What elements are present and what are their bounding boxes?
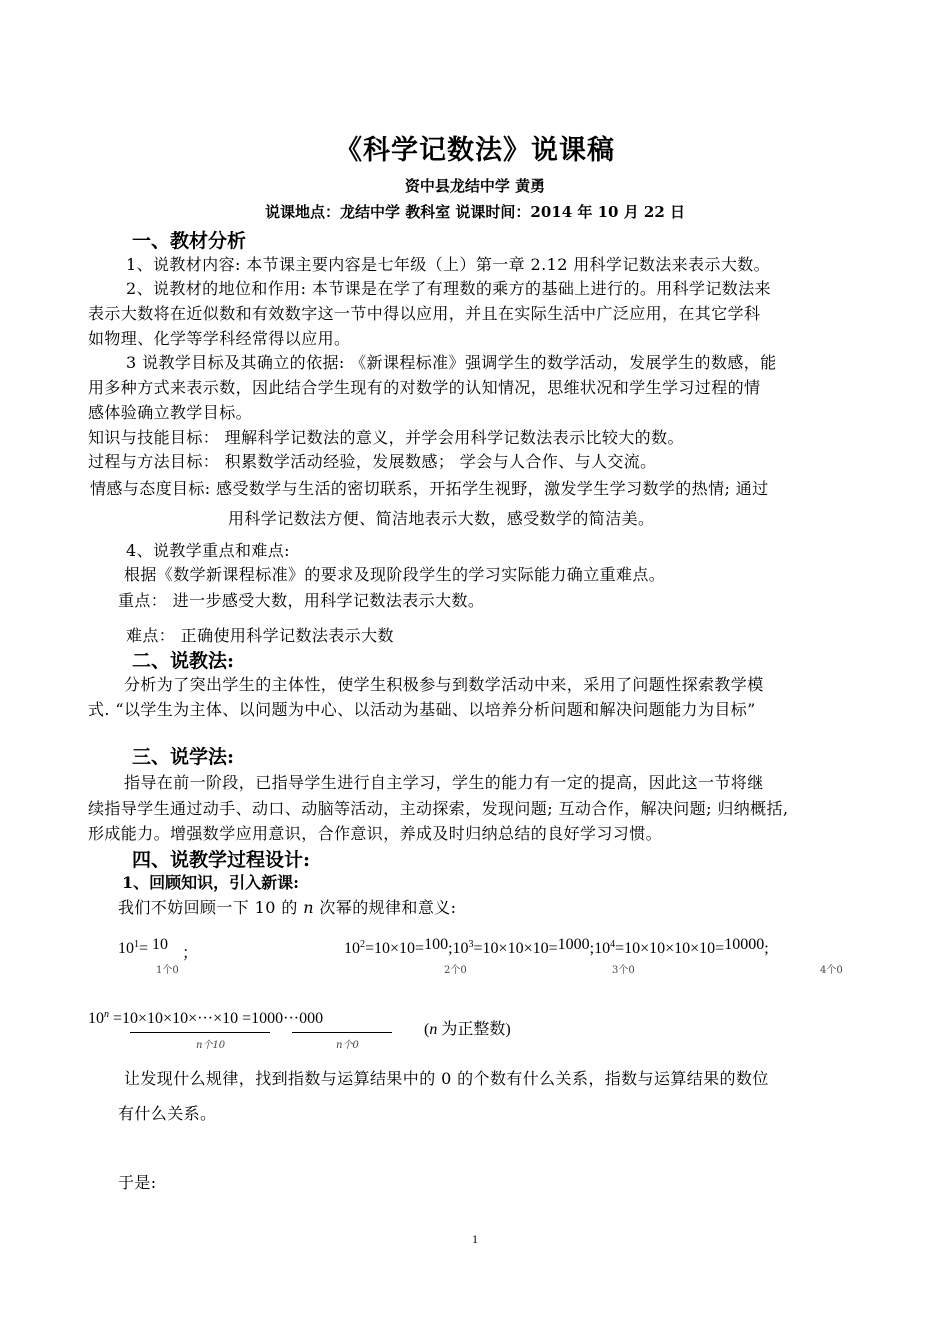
underbrace <box>292 1024 392 1033</box>
goal-emotion: 情感与态度目标: 感受数学与生活的密切联系，开拓学生视野，激发学生学习数学的热情; 通过 <box>90 479 769 498</box>
zero-count-note: 4个0 <box>820 965 843 976</box>
goal-process: 过程与方法目标： 积累数学活动经验，发展数感； 学会与人合作、与人交流。 <box>88 452 657 471</box>
intro-text: 我们不妨回顾一下 10 的 <box>118 898 304 917</box>
result-value: 100 <box>424 936 449 953</box>
paragraph: 2、说教材的地位和作用: 本节课是在学了有理数的乘方的基础上进行的。用科学记数法来 <box>126 279 772 298</box>
author-line: 资中县龙结中学 黄勇 <box>404 177 546 195</box>
paragraph: 式. “以学生为主体、以问题为中心、以活动为基础、以培养分析问题和解决问题能力为目标” <box>88 700 756 719</box>
paragraph: 1、说教材内容: 本节课主要内容是七年级（上）第一章 2.12 用科学记数法来表示大数。 <box>126 255 771 274</box>
subsection-heading: 1、回顾知识，引入新课: <box>122 873 300 892</box>
paragraph: 感体验确立教学目标。 <box>88 403 253 422</box>
question: 有什么关系。 <box>118 1104 217 1123</box>
expansion: =10×10×10×···×10 =1000···000 <box>113 1010 324 1027</box>
key-point: 重点： 进一步感受大数，用科学记数法表示大数。 <box>118 591 485 610</box>
condition <box>424 1016 511 1039</box>
page-title: 《科学记数法》说课稿 <box>335 135 615 166</box>
intro-text: 次幂的规律和意义: <box>313 898 457 917</box>
exponent: 2 <box>360 939 365 950</box>
paragraph: 指导在前一阶段，已指导学生进行自主学习，学生的能力有一定的提高，因此这一节将继 <box>124 773 764 792</box>
zero-count-note: 2个0 <box>444 965 467 976</box>
zero-count-note: 1个0 <box>156 965 179 976</box>
underbrace <box>130 1024 270 1033</box>
page-number: 1 <box>472 1232 478 1246</box>
expansion: =10×10×10= <box>473 940 558 957</box>
equation-10-1 <box>118 936 169 958</box>
difficulty: 难点： 正确使用科学记数法表示大数 <box>126 626 394 645</box>
section-heading-1: 一、教材分析 <box>132 230 247 252</box>
separator: ; <box>764 940 769 957</box>
expansion: =10×10= <box>365 940 425 957</box>
expansion: =10×10×10×10= <box>615 940 725 957</box>
paragraph: 于是: <box>118 1173 157 1192</box>
underbrace-label: n个10 <box>196 1040 226 1051</box>
variable-n: n <box>429 1021 438 1038</box>
base: ;10 <box>589 940 611 957</box>
result-value: 1000 <box>557 936 590 953</box>
base: 10 <box>118 940 134 957</box>
equals: = <box>139 940 153 957</box>
exponent: 3 <box>468 939 474 950</box>
separator: ； <box>182 945 199 962</box>
paragraph: 如物理、化学等学科经常得以应用。 <box>88 329 351 348</box>
condition-text: 为正整数) <box>437 1021 511 1038</box>
base: 10 <box>88 1010 104 1027</box>
paragraph: 分析为了突出学生的主体性，使学生积极参与到数学活动中来，采用了问题性探索教学模 <box>124 675 764 694</box>
paragraph: 表示大数将在近似数和有效数字这一节中得以应用，并且在实际生活中广泛应用，在其它学科 <box>88 304 761 323</box>
equation-10-2 <box>344 936 769 958</box>
section-heading-2: 二、说教法: <box>132 650 235 672</box>
result-value: 10000 <box>724 936 765 953</box>
variable-n: n <box>303 898 314 917</box>
exponent: 4 <box>610 939 616 950</box>
paragraph: 4、说教学重点和难点: <box>126 541 290 560</box>
paragraph: 续指导学生通过动手、动口、动脑等活动，主动探索，发现问题; 互动合作，解决问题; 归纳概括, <box>88 799 789 818</box>
exponent: n <box>104 1009 109 1020</box>
paragraph: 用多种方式来表示数，因此结合学生现有的对数学的认知情况，思维状况和学生学习过程的情 <box>88 378 761 397</box>
section-heading-4: 四、说教学过程设计: <box>132 849 311 871</box>
underbrace-label: n个0 <box>336 1040 359 1051</box>
base: ;10 <box>448 940 469 957</box>
paragraph: 3 说教学目标及其确立的依据: 《新课程标准》强调学生的数学活动，发展学生的数感，能 <box>126 353 777 372</box>
zero-count-note: 3个0 <box>612 965 635 976</box>
base: 10 <box>344 940 360 957</box>
paragraph: 根据《数学新课程标准》的要求及现阶段学生的学习实际能力确立重难点。 <box>124 565 666 584</box>
question: 让发现什么规律，找到指数与运算结果中的 0 的个数有什么关系，指数与运算结果的数位 <box>124 1069 769 1088</box>
result-value: 10 <box>152 936 169 953</box>
meta-line: 说课地点：龙结中学 教科室 说课时间：2014 年 10 月 22 日 <box>264 203 686 221</box>
exponent: 1 <box>134 939 139 950</box>
goal-knowledge: 知识与技能目标： 理解科学记数法的意义，并学会用科学记数法表示比较大的数。 <box>88 428 684 447</box>
paren: ( <box>424 1021 430 1038</box>
paragraph: 形成能力。增强数学应用意识，合作意识，养成及时归纳总结的良好学习习惯。 <box>88 824 663 843</box>
intro-line <box>118 895 456 918</box>
goal-emotion: 用科学记数法方便、简洁地表示大数，感受数学的简洁美。 <box>228 509 655 528</box>
section-heading-3: 三、说学法: <box>132 746 235 768</box>
